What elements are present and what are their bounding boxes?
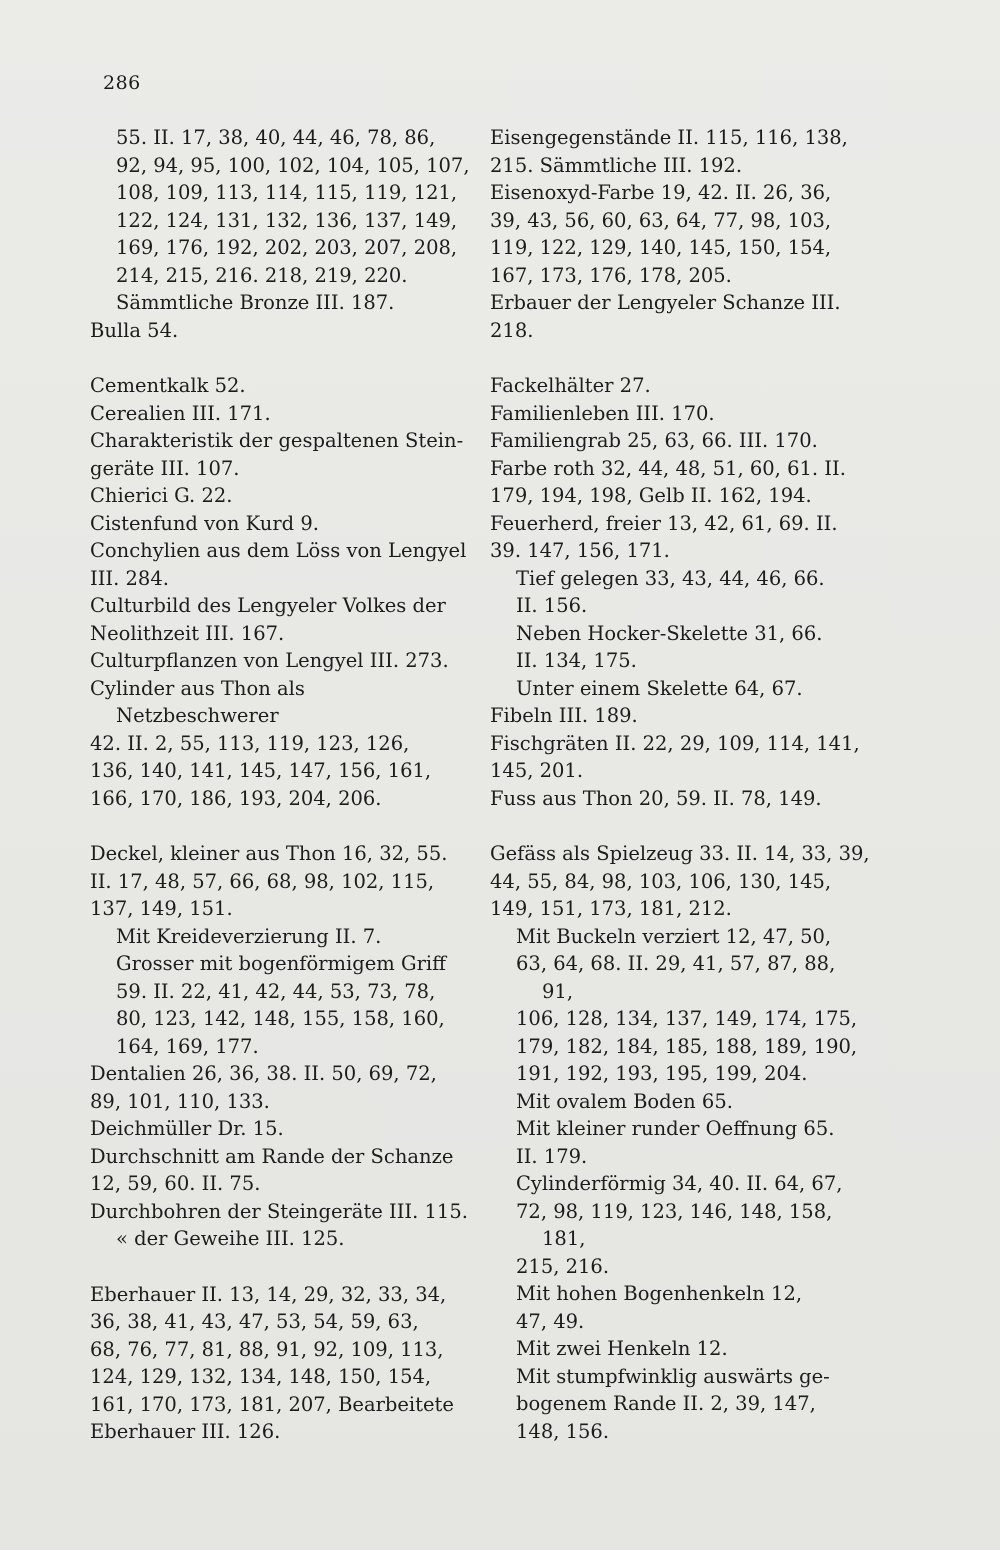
index-line: 136, 140, 141, 145, 147, 156, 161, bbox=[90, 759, 432, 782]
index-line: 215. Sämmtliche III. 192. bbox=[490, 153, 743, 177]
index-line: Familiengrab 25, 63, 66. III. 170. bbox=[490, 429, 818, 452]
index-entry bbox=[90, 1198, 470, 1226]
index-column-right bbox=[490, 124, 870, 1445]
index-line: Deichmüller Dr. 15. bbox=[90, 1117, 284, 1140]
index-subentry bbox=[490, 675, 870, 703]
index-entry bbox=[90, 317, 470, 345]
index-entry bbox=[90, 372, 470, 400]
section-gap bbox=[90, 344, 470, 372]
section-gap bbox=[90, 1253, 470, 1281]
index-line: 12, 59, 60. II. 75. bbox=[90, 1172, 261, 1195]
section-gap bbox=[490, 812, 870, 840]
index-line: Mit hohen Bogenhenkeln 12, bbox=[516, 1282, 803, 1305]
index-line: Fuss aus Thon 20, 59. II. 78, 149. bbox=[490, 786, 822, 810]
index-line: 92, 94, 95, 100, 102, 104, 105, 107, bbox=[116, 153, 470, 177]
index-line: 122, 124, 131, 132, 136, 137, 149, bbox=[116, 208, 458, 232]
index-line: 214, 215, 216. 218, 219, 220. bbox=[116, 263, 408, 287]
index-entry bbox=[490, 372, 870, 400]
index-line: geräte III. 107. bbox=[90, 456, 240, 480]
index-line: 68, 76, 77, 81, 88, 91, 92, 109, 113, bbox=[90, 1337, 444, 1361]
index-entry bbox=[490, 730, 870, 785]
index-line: Unter einem Skelette 64, 67. bbox=[516, 676, 803, 700]
index-entry bbox=[490, 785, 870, 813]
index-line: 215, 216. bbox=[516, 1254, 610, 1278]
index-line: Deckel, kleiner aus Thon 16, 32, 55. bbox=[90, 842, 448, 865]
index-line: Mit Kreideverzierung II. 7. bbox=[116, 924, 382, 948]
index-subentry bbox=[490, 1115, 870, 1170]
index-subentry bbox=[490, 565, 870, 620]
index-line: 161, 170, 173, 181, 207, Bearbeitete bbox=[90, 1392, 454, 1416]
index-line: Charakteristik der gespaltenen Stein- bbox=[90, 429, 464, 452]
index-line: Erbauer der Lengyeler Schanze III. bbox=[490, 291, 841, 314]
index-entry bbox=[90, 840, 470, 923]
index-entry bbox=[90, 537, 470, 592]
index-line: 169, 176, 192, 202, 203, 207, 208, bbox=[116, 236, 458, 259]
index-line: Eberhauer III. 126. bbox=[90, 1420, 281, 1443]
index-entry bbox=[490, 702, 870, 730]
index-line: 148, 156. bbox=[516, 1419, 610, 1443]
index-line: 80, 123, 142, 148, 155, 158, 160, bbox=[116, 1007, 445, 1030]
index-line: 164, 169, 177. bbox=[116, 1034, 259, 1058]
index-line: Familienleben III. 170. bbox=[490, 401, 715, 425]
index-line: Fischgräten II. 22, 29, 109, 114, 141, bbox=[490, 731, 860, 755]
index-entry bbox=[90, 1115, 470, 1143]
index-subentry bbox=[90, 923, 470, 951]
index-entry bbox=[490, 400, 870, 428]
index-line: Fibeln III. 189. bbox=[490, 704, 638, 727]
index-line: Neolithzeit III. 167. bbox=[90, 621, 285, 645]
index-entry bbox=[490, 179, 870, 289]
index-line: Tief gelegen 33, 43, 44, 46, 66. bbox=[516, 566, 825, 590]
index-subentry bbox=[490, 1335, 870, 1363]
index-line: Farbe roth 32, 44, 48, 51, 60, 61. II. bbox=[490, 456, 846, 480]
index-subentry bbox=[90, 1225, 470, 1253]
index-line: Durchbohren der Steingeräte III. 115. bbox=[90, 1199, 468, 1223]
index-line: bogenem Rande II. 2, 39, 147, bbox=[516, 1392, 816, 1415]
index-line: II. 179. bbox=[516, 1144, 588, 1168]
index-line: 166, 170, 186, 193, 204, 206. bbox=[90, 786, 382, 810]
index-line: 179, 182, 184, 185, 188, 189, 190, bbox=[516, 1034, 858, 1058]
index-line: Mit ovalem Boden 65. bbox=[516, 1089, 733, 1113]
index-line: Chierici G. 22. bbox=[90, 484, 233, 507]
index-entry bbox=[90, 510, 470, 538]
page-number: 286 bbox=[103, 72, 141, 94]
index-entry bbox=[90, 1060, 470, 1115]
index-line: 145, 201. bbox=[490, 759, 584, 782]
index-line: 39, 43, 56, 60, 63, 64, 77, 98, 103, bbox=[490, 208, 832, 232]
index-line: Mit zwei Henkeln 12. bbox=[516, 1337, 728, 1360]
index-subentry bbox=[490, 1363, 870, 1446]
index-line: 106, 128, 134, 137, 149, 174, 175, bbox=[516, 1007, 858, 1030]
index-entry bbox=[90, 1143, 470, 1198]
index-line: Durchschnitt am Rande der Schanze bbox=[90, 1144, 454, 1168]
index-line: 108, 109, 113, 114, 115, 119, 121, bbox=[116, 181, 458, 204]
index-line: 218. bbox=[490, 318, 534, 342]
index-entry bbox=[490, 289, 870, 344]
index-line: 72, 98, 119, 123, 146, 148, 158, 181, bbox=[516, 1199, 833, 1250]
index-column-left bbox=[90, 124, 470, 1446]
index-subentry bbox=[490, 923, 870, 1088]
index-line: Culturbild des Lengyeler Volkes der bbox=[90, 594, 446, 617]
index-entry bbox=[90, 400, 470, 428]
index-line: 191, 192, 193, 195, 199, 204. bbox=[516, 1062, 808, 1085]
index-line: 42. II. 2, 55, 113, 119, 123, 126, bbox=[90, 731, 410, 755]
index-line: Grosser mit bogenförmigem Griff bbox=[116, 952, 446, 975]
index-line: Culturpflanzen von Lengyel III. 273. bbox=[90, 649, 449, 672]
index-line: « der Geweihe III. 125. bbox=[116, 1227, 345, 1250]
section-gap bbox=[490, 344, 870, 372]
index-line: 59. II. 22, 41, 42, 44, 53, 73, 78, bbox=[116, 979, 436, 1003]
index-subentry bbox=[490, 1170, 870, 1280]
index-line: 36, 38, 41, 43, 47, 53, 54, 59, 63, bbox=[90, 1310, 419, 1333]
index-line: Eisenoxyd-Farbe 19, 42. II. 26, 36, bbox=[490, 181, 832, 204]
index-entry bbox=[90, 675, 470, 813]
index-subentry bbox=[90, 950, 470, 1060]
index-line: 137, 149, 151. bbox=[90, 897, 233, 920]
index-line: Cerealien III. 171. bbox=[90, 401, 271, 425]
index-line: 39. 147, 156, 171. bbox=[490, 539, 670, 562]
index-line: Eberhauer II. 13, 14, 29, 32, 33, 34, bbox=[90, 1282, 447, 1306]
index-entry bbox=[90, 482, 470, 510]
section-gap bbox=[90, 812, 470, 840]
index-line: 63, 64, 68. II. 29, 41, 57, 87, 88, 91, bbox=[516, 952, 836, 1003]
index-entry bbox=[490, 510, 870, 565]
index-line: Cylinderförmig 34, 40. II. 64, 67, bbox=[516, 1172, 843, 1195]
index-line: II. 156. bbox=[516, 594, 588, 617]
index-entry bbox=[490, 455, 870, 510]
index-line: 44, 55, 84, 98, 103, 106, 130, 145, bbox=[490, 869, 832, 893]
index-entry bbox=[90, 1281, 470, 1446]
index-entry bbox=[90, 592, 470, 647]
index-line: Mit stumpfwinklig auswärts ge- bbox=[516, 1364, 830, 1388]
index-line: 119, 122, 129, 140, 145, 150, 154, bbox=[490, 236, 832, 259]
index-subentry bbox=[490, 620, 870, 675]
index-line: 55. II. 17, 38, 40, 44, 46, 78, 86, bbox=[116, 126, 436, 149]
index-entry bbox=[490, 427, 870, 455]
index-line: 47, 49. bbox=[516, 1309, 585, 1333]
index-line: Conchylien aus dem Löss von Lengyel bbox=[90, 539, 467, 562]
index-line: 167, 173, 176, 178, 205. bbox=[490, 263, 732, 287]
index-entry bbox=[490, 840, 870, 923]
index-line: Cistenfund von Kurd 9. bbox=[90, 511, 319, 535]
index-line: Sämmtliche Bronze III. 187. bbox=[116, 291, 395, 314]
index-line: 124, 129, 132, 134, 148, 150, 154, bbox=[90, 1365, 432, 1388]
index-line: Mit kleiner runder Oeffnung 65. bbox=[516, 1117, 835, 1140]
index-line: II. 134, 175. bbox=[516, 649, 637, 672]
index-entry bbox=[90, 427, 470, 482]
index-line: 89, 101, 110, 133. bbox=[90, 1089, 270, 1113]
index-line: Bulla 54. bbox=[90, 318, 179, 342]
index-subentry bbox=[490, 1280, 870, 1335]
index-line: Fackelhälter 27. bbox=[490, 374, 651, 397]
index-subentry bbox=[490, 1088, 870, 1116]
index-line: III. 284. bbox=[90, 566, 169, 590]
index-entry bbox=[90, 124, 470, 317]
index-line: Gefäss als Spielzeug 33. II. 14, 33, 39, bbox=[490, 842, 870, 865]
index-entry bbox=[490, 124, 870, 179]
index-line: Neben Hocker-Skelette 31, 66. bbox=[516, 621, 823, 645]
index-entry bbox=[90, 647, 470, 675]
index-line: Dentalien 26, 36, 38. II. 50, 69, 72, bbox=[90, 1062, 437, 1085]
index-line: Feuerherd, freier 13, 42, 61, 69. II. bbox=[490, 511, 838, 535]
index-line: II. 17, 48, 57, 66, 68, 98, 102, 115, bbox=[90, 869, 435, 893]
index-line: Eisengegenstände II. 115, 116, 138, bbox=[490, 126, 848, 149]
index-line: Mit Buckeln verziert 12, 47, 50, bbox=[516, 924, 832, 948]
index-line: Cylinder aus Thon als Netzbeschwerer bbox=[90, 676, 305, 727]
index-line: Cementkalk 52. bbox=[90, 374, 246, 397]
index-line: 149, 151, 173, 181, 212. bbox=[490, 897, 732, 920]
index-line: 179, 194, 198, Gelb II. 162, 194. bbox=[490, 484, 812, 507]
